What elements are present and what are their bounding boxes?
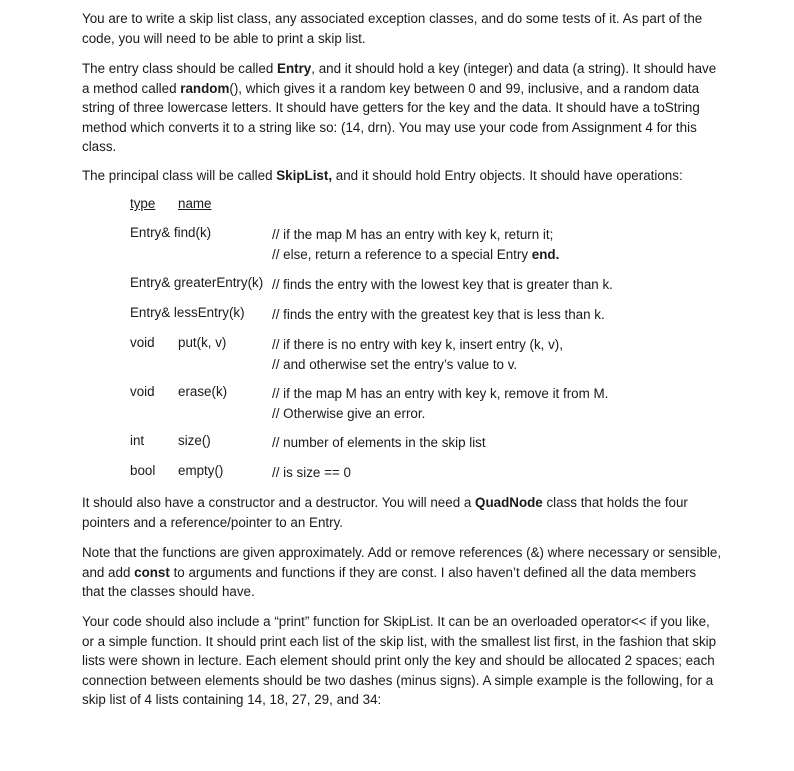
operation-comment xyxy=(272,225,559,264)
text-run: , and it should hold a key (integer) and data (a string). It should have a method called xyxy=(82,61,717,96)
quadnode-class-name: QuadNode xyxy=(475,495,543,510)
text-run: The entry class should be called xyxy=(82,61,278,76)
skiplist-class-name: SkipList, xyxy=(276,168,333,183)
operation-name: empty() xyxy=(178,463,224,478)
operation-return-type: bool xyxy=(130,463,156,478)
entry-class-paragraph xyxy=(82,59,722,157)
skiplist-intro-paragraph xyxy=(82,166,722,186)
operation-return-type: void xyxy=(130,335,155,350)
operation-comment: // is size == 0 xyxy=(272,465,351,480)
constructor-paragraph xyxy=(82,493,722,532)
operation-return-type: void xyxy=(130,384,155,399)
name-column-header: name xyxy=(178,196,212,211)
operation-name: size() xyxy=(178,433,211,448)
random-method-name: random xyxy=(180,80,230,96)
print-function-paragraph: Your code should also include a “print” function for SkipList. It can be an overloaded operator<< if you like, or a simple function. It should print each list of the skip list, with the smallest list first, in the fashion that skip lists were shown in lecture. Each element should print only the key and should be allocated 2 spaces; each connection between elements should be two dashes (minus signs). A simple example is the following, for a skip list of 4 lists containing 14, 18, 27, 29, and 34: xyxy=(82,614,717,708)
operation-comment xyxy=(272,384,608,423)
comment-line: // if the map M has an entry with key k, remove it from M. xyxy=(272,386,609,401)
text-run: It should also have a constructor and a destructor. You will need a xyxy=(82,495,476,510)
operation-signature: Entry& lessEntry(k) xyxy=(130,305,245,320)
text-run: Note that the functions are given approximately. Add or remove references (&) where necessary or sensible, and add xyxy=(82,545,722,580)
text-run: and it should hold Entry objects. It should have operations: xyxy=(332,168,683,183)
operation-signature: Entry& greaterEntry(k) xyxy=(130,275,264,290)
operation-name: erase(k) xyxy=(178,384,228,399)
text-run: The principal class will be called xyxy=(82,168,277,183)
operation-comment: // number of elements in the skip list xyxy=(272,435,486,450)
comment-line: // if the map M has an entry with key k, return it; xyxy=(272,227,554,242)
operation-comment: // finds the entry with the greatest key that is less than k. xyxy=(272,307,605,322)
type-column-header: type xyxy=(130,196,156,211)
operation-name: put(k, v) xyxy=(178,335,227,350)
comment-line: // and otherwise set the entry’s value to v. xyxy=(272,356,518,372)
operation-signature: Entry& find(k) xyxy=(130,225,212,240)
operation-comment xyxy=(272,335,563,374)
text-run: // else, return a reference to a special Entry xyxy=(272,246,532,262)
text-run: class that holds the four pointers and a reference/pointer to an Entry. xyxy=(82,495,688,530)
comment-line: // Otherwise give an error. xyxy=(272,405,426,421)
end-keyword: end. xyxy=(531,246,560,262)
operation-return-type: int xyxy=(130,433,145,448)
operation-comment: // finds the entry with the lowest key that is greater than k. xyxy=(272,277,613,292)
text-run: (), which gives it a random key between 0 and 99, inclusive, and a random data string of three lowercase letters. It should have getters for the key and the data. It should have a toString method which converts it to a string like so: (14, drn). You may use your code from Assignment 4 for this class. xyxy=(82,80,700,155)
text-run: to arguments and functions if they are const. I also haven’t defined all the data members that the classes should have. xyxy=(82,564,697,600)
note-paragraph xyxy=(82,543,722,602)
entry-class-name: Entry xyxy=(277,61,312,76)
comment-line xyxy=(272,245,559,265)
const-keyword: const xyxy=(134,564,170,580)
comment-line: // if there is no entry with key k, insert entry (k, v), xyxy=(272,337,563,352)
intro-paragraph: You are to write a skip list class, any associated exception classes, and do some tests of it. As part of the code, you will need to be able to print a skip list. xyxy=(82,11,703,46)
